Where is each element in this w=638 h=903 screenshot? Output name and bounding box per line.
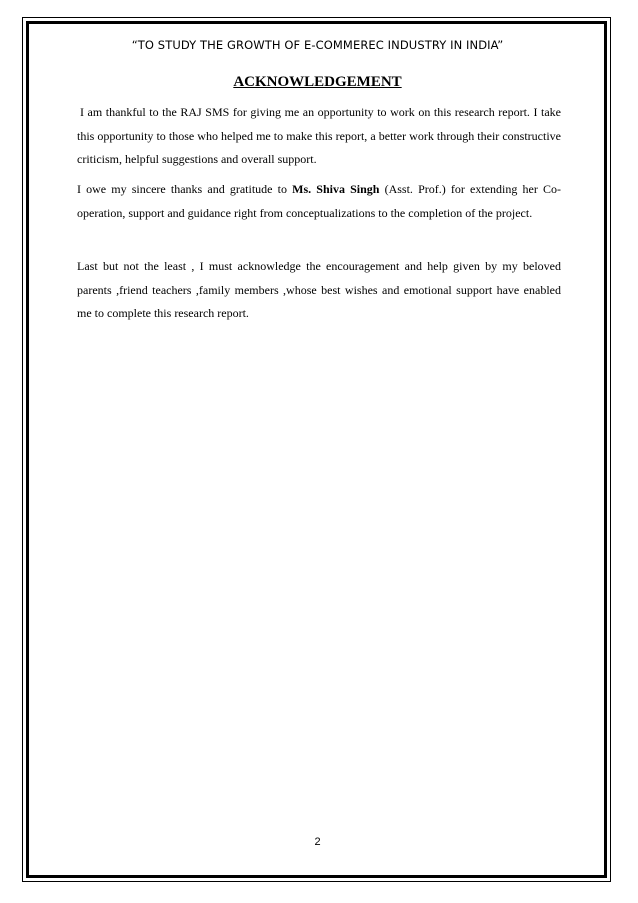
paragraph-family: Last but not the least , I must acknowledge the encouragement and help given by my beloved parents ,friend teachers ,family members ,whose best wishes and emotional support have enabled me to complete this research report. (77, 259, 561, 320)
paragraph-gratitude (77, 178, 561, 225)
page-title: ACKNOWLEDGEMENT (233, 74, 402, 90)
paragraph-gratitude-intro: I owe my sincere thanks and gratitude to (77, 182, 293, 196)
page-number: 2 (314, 836, 321, 848)
running-header: “TO STUDY THE GROWTH OF E-COMMEREC INDUSTRY IN INDIA” (131, 38, 504, 52)
paragraph-thanks: I am thankful to the RAJ SMS for giving me an opportunity to work on this research report. I take this opportunity to those who helped me to make this report, a better work through their constructive criticism, helpful suggestions and overall support. (77, 105, 561, 166)
paragraph-gratitude-rest: (Asst. Prof.) for extending her Co-operation, support and guidance right from conceptualizations to the completion of the project. (77, 182, 561, 220)
guide-name: Ms. Shiva Singh (292, 182, 380, 196)
